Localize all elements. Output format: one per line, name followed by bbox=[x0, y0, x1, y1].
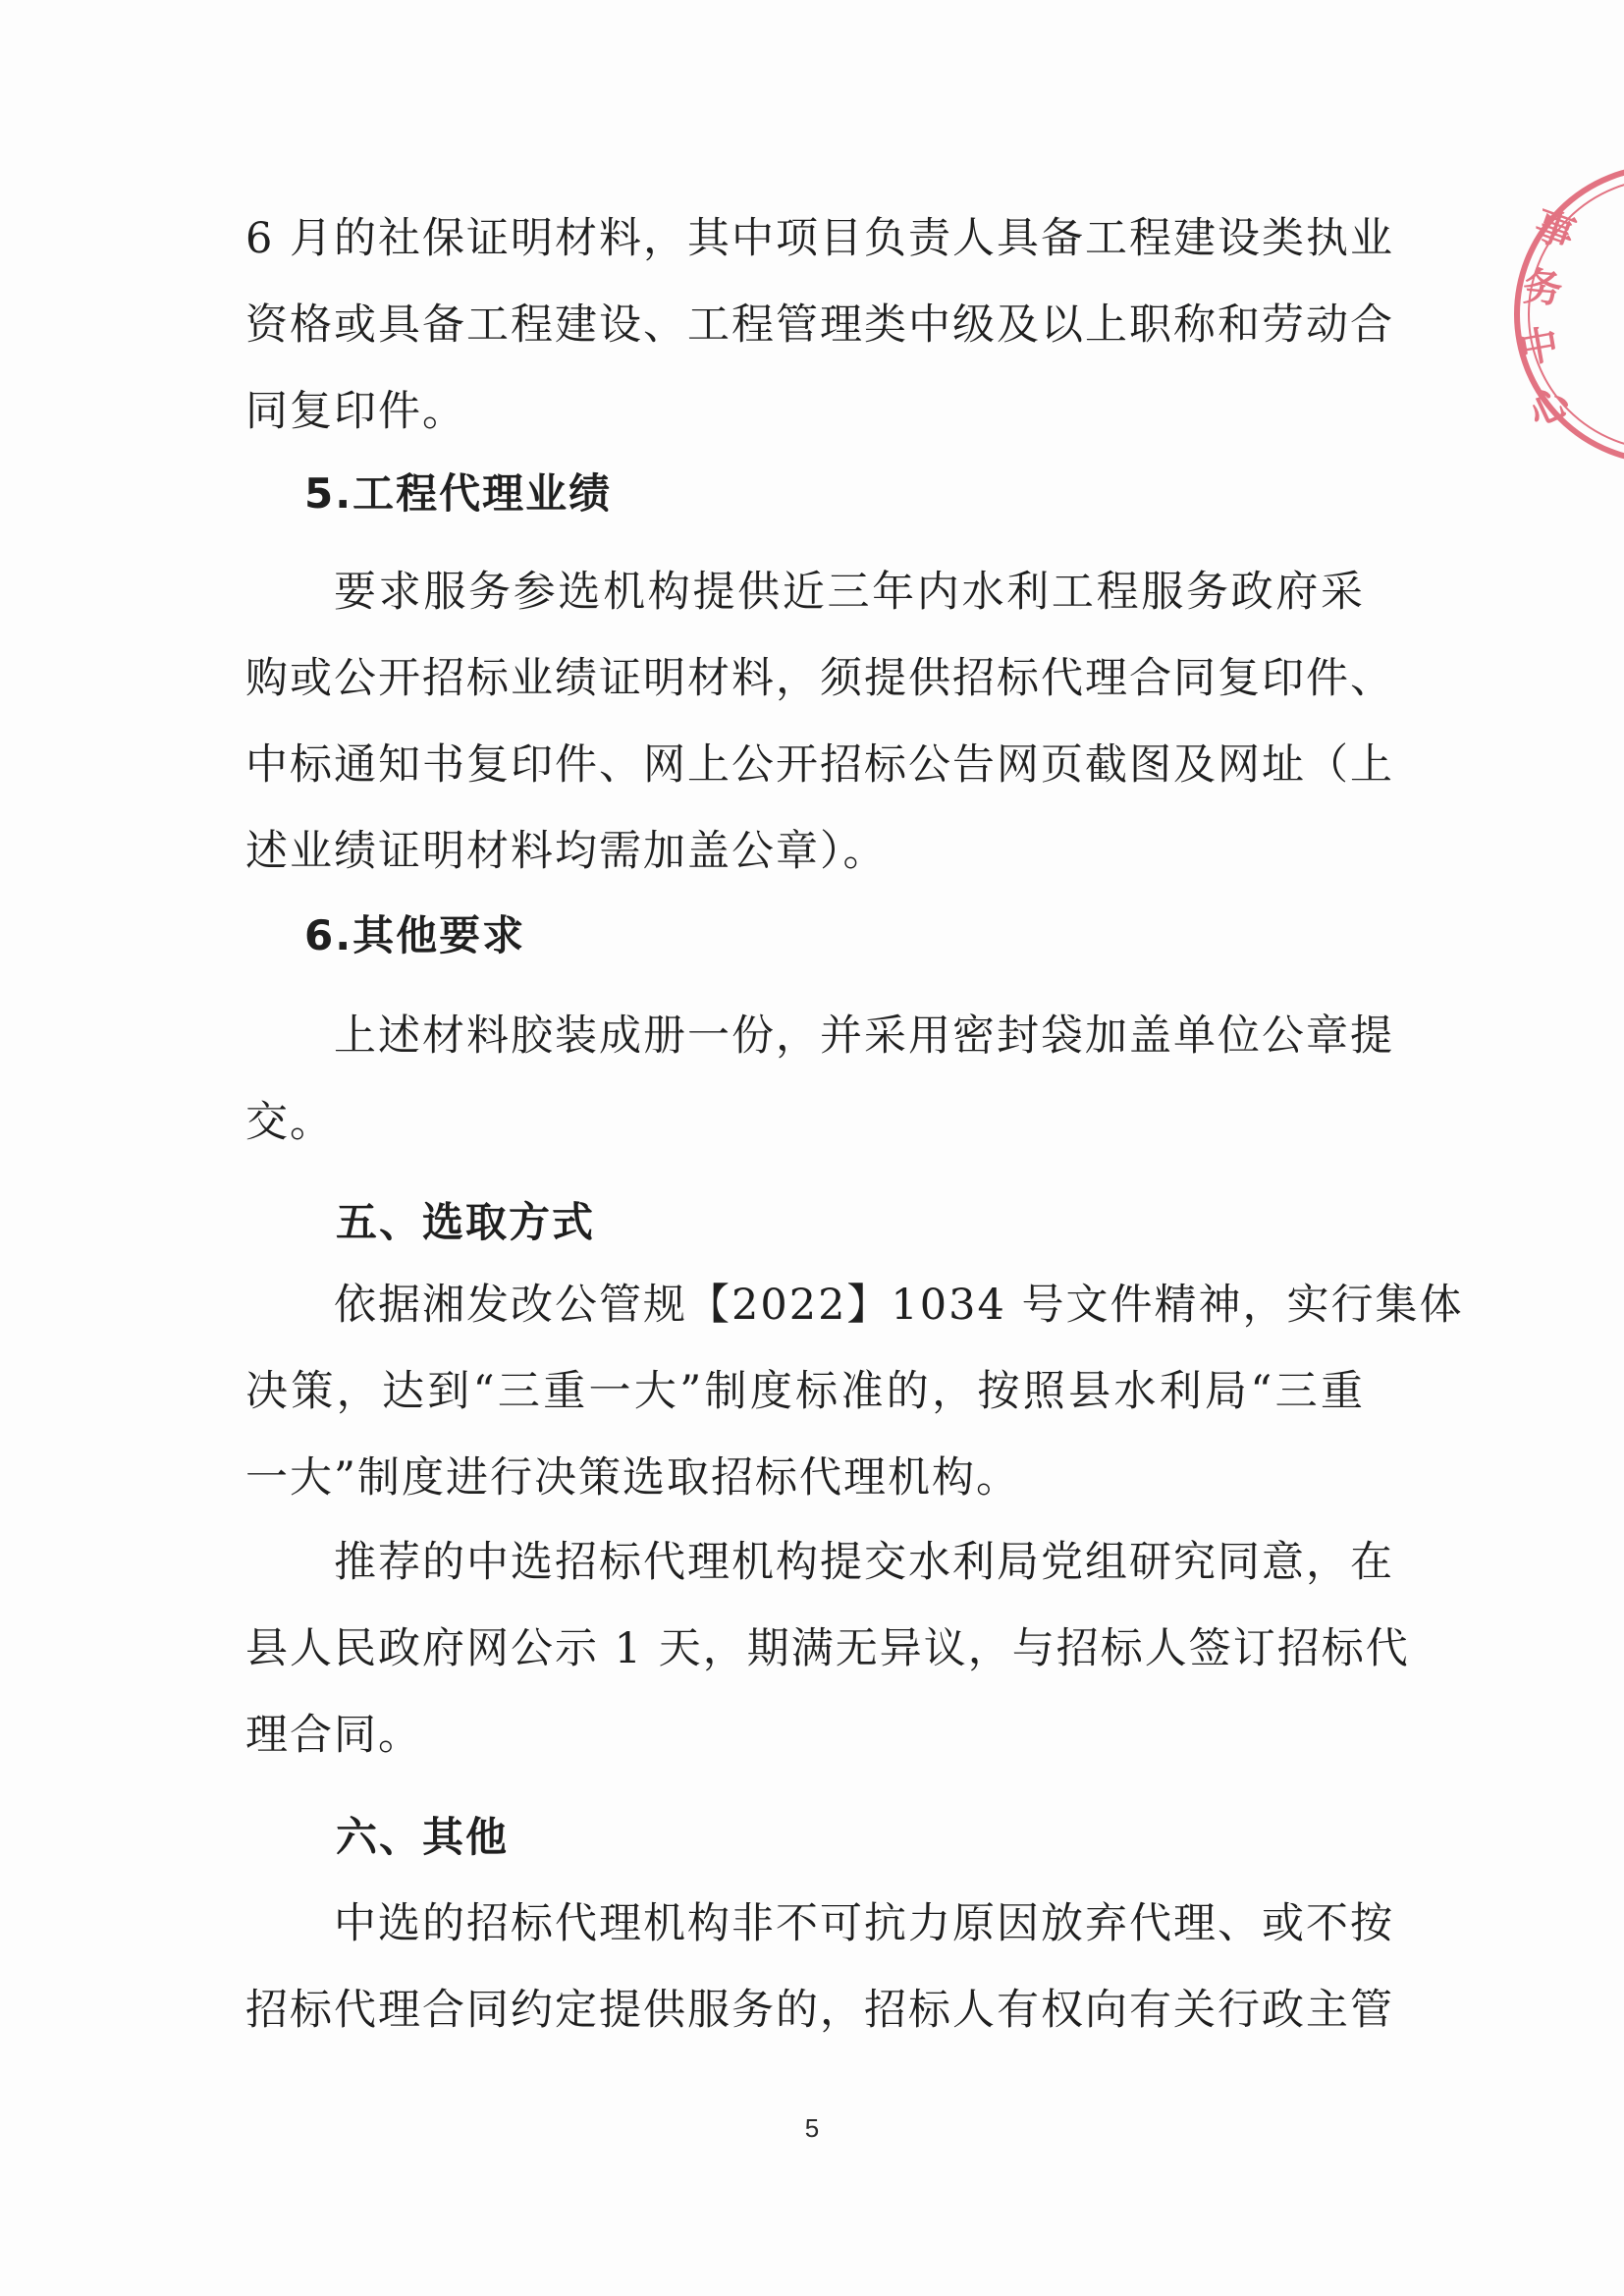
paragraph-line: 依据湘发改公管规【2022】1034 号文件精神，实行集体 bbox=[334, 1281, 1464, 1330]
svg-text:中: 中 bbox=[1515, 321, 1563, 373]
section-heading: 五、选取方式 bbox=[336, 1198, 596, 1246]
paragraph-line: 上述材料胶装成册一份，并采用密封袋加盖单位公章提 bbox=[334, 1011, 1394, 1061]
paragraph-line: 招标代理合同约定提供服务的，招标人有权向有关行政主管 bbox=[245, 1986, 1394, 2035]
paragraph-line: 购或公开招标业绩证明材料，须提供招标代理合同复印件、 bbox=[245, 654, 1394, 703]
section-heading: 5.工程代理业绩 bbox=[304, 469, 613, 518]
paragraph-line: 交。 bbox=[245, 1098, 334, 1147]
paragraph-line: 推荐的中选招标代理机构提交水利局党组研究同意，在 bbox=[334, 1538, 1394, 1587]
paragraph-line: 一大”制度进行决策选取招标代理机构。 bbox=[245, 1453, 1020, 1503]
page-number: 5 bbox=[804, 2113, 820, 2143]
svg-text:事: 事 bbox=[1528, 202, 1581, 259]
paragraph-line: 县人民政府网公示 1 天，期满无异议，与招标人签订招标代 bbox=[245, 1624, 1410, 1673]
svg-text:心: 心 bbox=[1521, 378, 1577, 437]
section-heading: 6.其他要求 bbox=[304, 911, 526, 959]
paragraph-line: 决策，达到“三重一大”制度标准的，按照县水利局“三重 bbox=[245, 1367, 1365, 1416]
paragraph-line: 同复印件。 bbox=[245, 387, 466, 436]
section-heading: 六、其他 bbox=[336, 1813, 510, 1861]
paragraph-line: 中标通知书复印件、网上公开招标公告网页截图及网址（上 bbox=[245, 740, 1394, 790]
svg-text:务: 务 bbox=[1521, 264, 1564, 313]
paragraph-line: 理合同。 bbox=[245, 1711, 422, 1760]
paragraph-line: 中选的招标代理机构非不可抗力原因放弃代理、或不按 bbox=[334, 1899, 1394, 1948]
paragraph-line: 述业绩证明材料均需加盖公章）。 bbox=[245, 827, 888, 876]
paragraph-line: 资格或具备工程建设、工程管理类中级及以上职称和劳动合 bbox=[245, 301, 1394, 350]
official-seal bbox=[1492, 152, 1624, 476]
paragraph-line: 6 月的社保证明材料，其中项目负责人具备工程建设类执业 bbox=[245, 214, 1395, 263]
paragraph-line: 要求服务参选机构提供近三年内水利工程服务政府采 bbox=[334, 568, 1365, 617]
